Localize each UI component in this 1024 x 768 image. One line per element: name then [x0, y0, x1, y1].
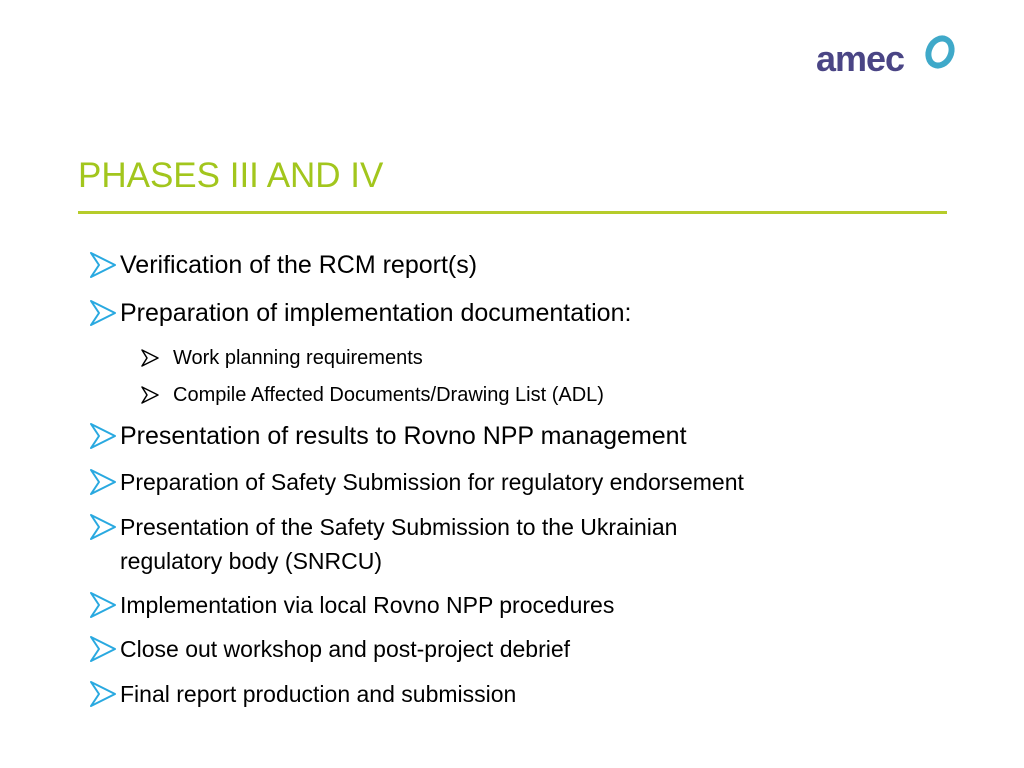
arrowhead-bullet-icon	[88, 298, 118, 328]
sub-bullet-text: Work planning requirements	[173, 347, 423, 369]
arrowhead-bullet-icon	[88, 590, 118, 620]
slide-title: PHASES III AND IV	[78, 156, 384, 195]
amec-logo	[816, 30, 956, 80]
arrowhead-bullet-icon	[88, 250, 118, 280]
arrowhead-bullet-icon	[88, 467, 118, 497]
arrowhead-bullet-icon	[140, 348, 160, 368]
bullet-text: Close out workshop and post-project debrief	[120, 636, 571, 662]
bullet-text: Preparation of Safety Submission for regulatory endorsement	[120, 469, 744, 495]
bullet-text: Preparation of implementation documentation:	[120, 299, 632, 327]
arrowhead-bullet-icon	[88, 679, 118, 709]
bullet-text: Implementation via local Rovno NPP procedures	[120, 592, 615, 618]
bullet-text: Presentation of the Safety Submission to the Ukrainian	[120, 514, 678, 540]
title-divider	[78, 211, 947, 214]
arrowhead-bullet-icon	[88, 634, 118, 664]
arrowhead-bullet-icon	[140, 385, 160, 405]
bullet-text-continuation: regulatory body (SNRCU)	[120, 548, 383, 574]
bullet-text: Presentation of results to Rovno NPP management	[120, 422, 687, 450]
logo-text: amec	[816, 38, 905, 79]
amec-ring-icon	[922, 32, 958, 72]
arrowhead-bullet-icon	[88, 512, 118, 542]
sub-bullet-text: Compile Affected Documents/Drawing List (ADL)	[173, 384, 604, 406]
bullet-text: Verification of the RCM report(s)	[120, 251, 478, 279]
arrowhead-bullet-icon	[88, 421, 118, 451]
bullet-text: Final report production and submission	[120, 681, 517, 707]
